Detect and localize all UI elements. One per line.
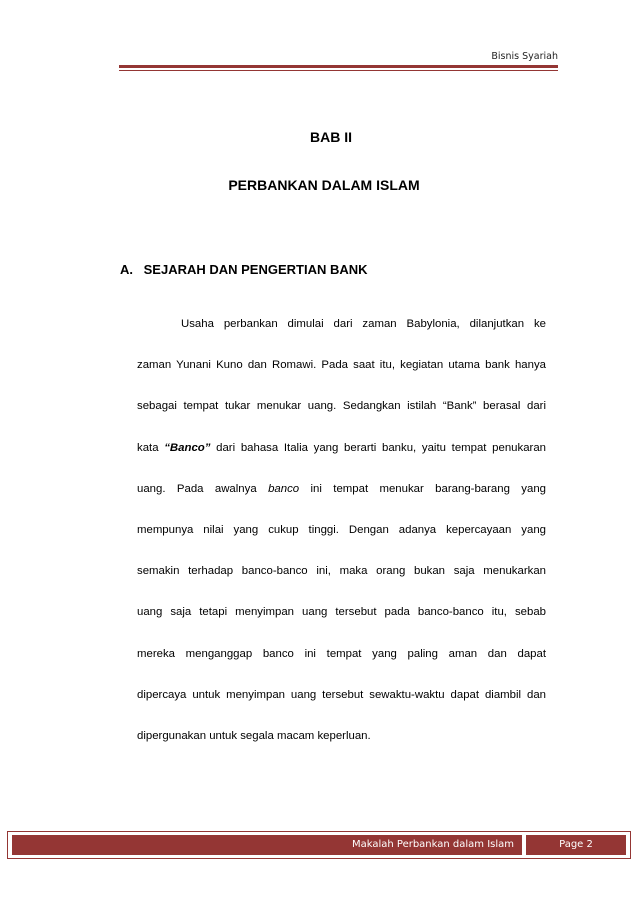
section-heading-text: SEJARAH DAN PENGERTIAN BANK	[143, 262, 368, 277]
paragraph-line: semakin terhadap banco-banco ini, maka orang bukan saja menukarkan	[137, 565, 546, 578]
paragraph-line: mempunya nilai yang cukup tinggi. Dengan adanya kepercayaan yang	[137, 523, 546, 536]
running-header: Bisnis Syariah	[491, 51, 558, 62]
paragraph-line: mereka menganggap banco ini tempat yang paling aman dan dapat	[137, 647, 546, 660]
line-text: kata	[137, 441, 159, 454]
line-text: ini tempat menukar barang-barang yang	[310, 482, 546, 495]
body-paragraph	[137, 304, 546, 757]
term-banco-quoted: “Banco”	[164, 441, 211, 454]
paragraph-line	[137, 469, 546, 510]
chapter-title: PERBANKAN DALAM ISLAM	[228, 177, 420, 193]
header-rule	[119, 65, 558, 68]
term-banco-italic: banco	[268, 482, 300, 495]
paragraph-line: Usaha perbankan dimulai dari zaman Babylonia, dilanjutkan ke	[181, 318, 546, 330]
paragraph-line: dipergunakan untuk segala macam keperluan.	[137, 729, 371, 742]
line-text: dari bahasa Italia yang berarti banku, yaitu tempat penukaran	[216, 441, 546, 454]
paragraph-line	[137, 428, 546, 469]
line-text: uang. Pada awalnya	[137, 482, 257, 495]
paragraph-line: zaman Yunani Kuno dan Romawi. Pada saat itu, kegiatan utama bank hanya	[137, 359, 546, 372]
section-number: A.	[120, 262, 133, 277]
section-heading	[120, 262, 368, 277]
paragraph-line: dipercaya untuk menyimpan uang tersebut sewaktu-waktu dapat diambil dan	[137, 688, 546, 701]
chapter-label: BAB II	[310, 129, 352, 145]
footer-bar	[7, 831, 631, 859]
footer-title: Makalah Perbankan dalam Islam	[351, 839, 515, 850]
page-number: Page 2	[559, 839, 593, 850]
paragraph-line: sebagai tempat tukar menukar uang. Sedangkan istilah “Bank” berasal dari	[137, 400, 546, 413]
header-rule-thin	[119, 70, 558, 71]
paragraph-line: uang saja tetapi menyimpan uang tersebut pada banco-banco itu, sebab	[137, 606, 546, 619]
footer-band	[12, 835, 626, 855]
